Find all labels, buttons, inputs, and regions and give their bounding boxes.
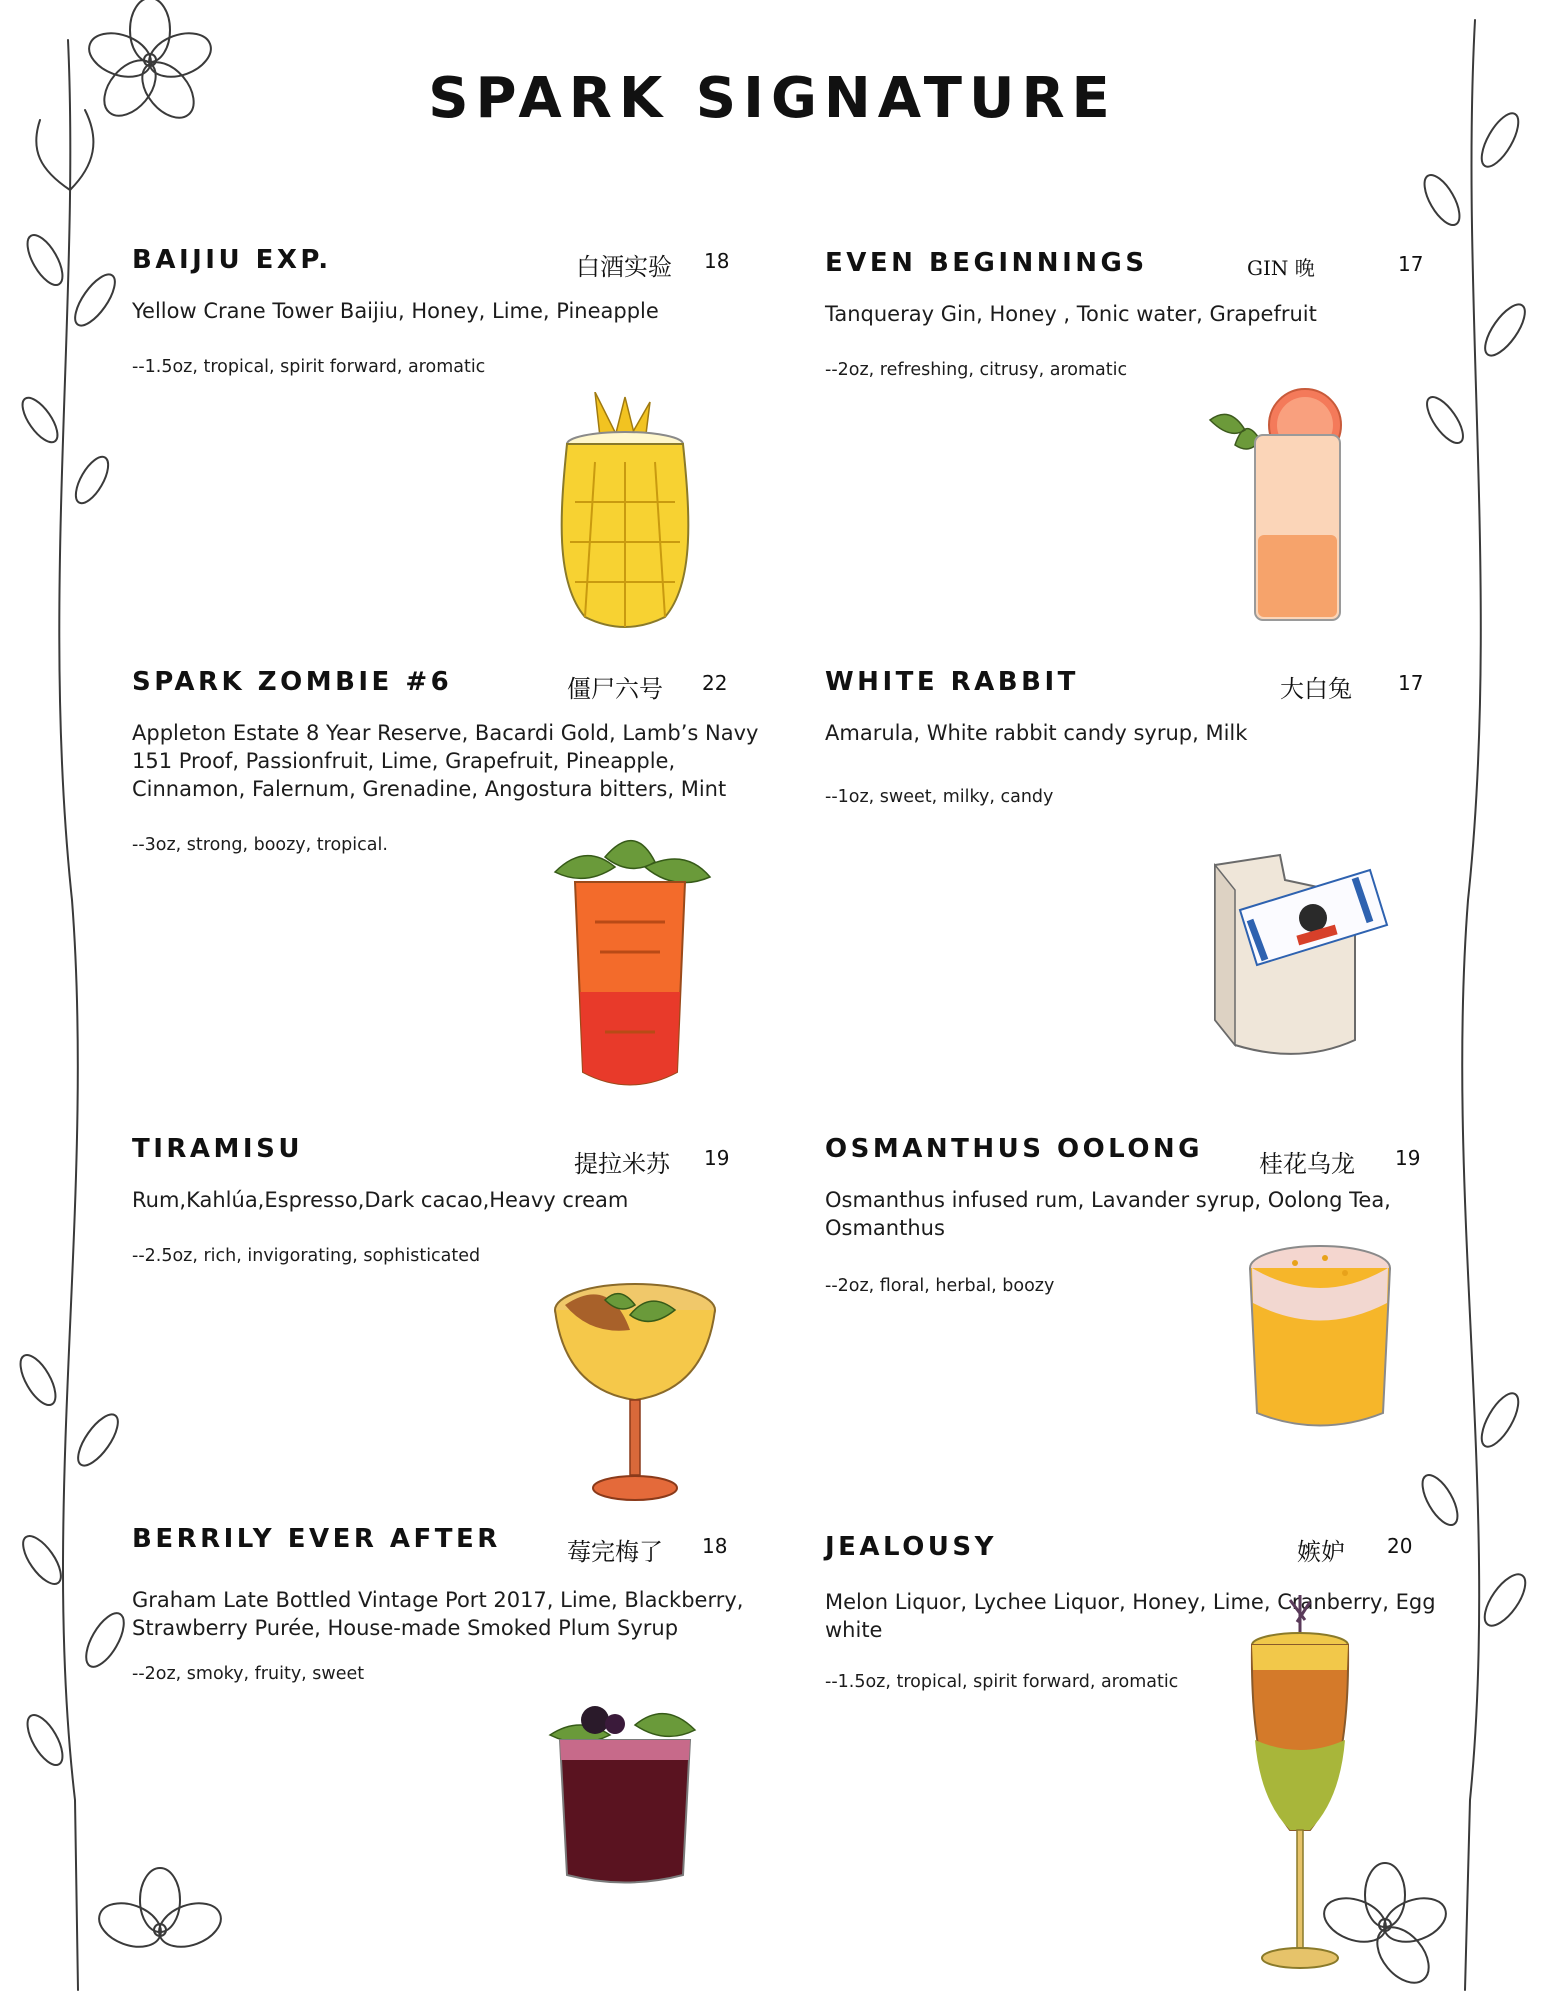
item-name: WHITE RABBIT	[825, 667, 1079, 697]
menu-title: SPARK SIGNATURE	[428, 66, 1117, 131]
rocks-glass-icon	[1245, 1238, 1395, 1438]
item-price: 17	[1398, 252, 1424, 276]
item-notes: --2oz, refreshing, citrusy, aromatic	[825, 360, 1128, 380]
pineapple-glass-icon	[555, 392, 695, 632]
item-notes: --2oz, floral, herbal, boozy	[825, 1276, 1055, 1296]
item-ingredients: Yellow Crane Tower Baijiu, Honey, Lime, Pineapple	[132, 299, 659, 323]
item-price: 19	[1395, 1146, 1421, 1170]
item-ingredients: Tanqueray Gin, Honey , Tonic water, Grapefruit	[825, 302, 1317, 326]
item-chinese-name: 提拉米苏	[574, 1150, 670, 1178]
item-name: JEALOUSY	[825, 1532, 997, 1562]
item-ingredients: Graham Late Bottled Vintage Port 2017, Lime, Blackberry, Strawberry Purée, House-made Smoked Plum Syrup	[132, 1588, 744, 1640]
item-ingredients: Rum,Kahlúa,Espresso,Dark cacao,Heavy cream	[132, 1188, 629, 1212]
item-chinese-name: 莓完梅了	[567, 1538, 663, 1566]
item-name: OSMANTHUS OOLONG	[825, 1134, 1204, 1164]
item-chinese-name: 大白兔	[1280, 675, 1352, 703]
item-price: 18	[704, 249, 730, 273]
item-ingredients: Appleton Estate 8 Year Reserve, Bacardi Gold, Lamb’s Navy 151 Proof, Passionfruit, Lime, Grapefruit, Pineapple, Cinnamon, Falernum, Grenadine, Angostura bitters, Mint	[132, 721, 759, 801]
item-notes: --2oz, smoky, fruity, sweet	[132, 1664, 365, 1684]
item-price: 18	[702, 1534, 728, 1558]
milk-carton-icon	[1205, 850, 1390, 1070]
item-chinese-name: 嫉妒	[1297, 1538, 1345, 1566]
item-ingredients: Osmanthus infused rum, Lavander syrup, Oolong Tea, Osmanthus	[825, 1188, 1391, 1240]
item-notes: --3oz, strong, boozy, tropical.	[132, 835, 388, 855]
tiki-glass-icon	[545, 822, 715, 1102]
highball-grapefruit-icon	[1205, 385, 1355, 625]
item-notes: --1oz, sweet, milky, candy	[825, 787, 1054, 807]
item-name: SPARK ZOMBIE #6	[132, 667, 453, 697]
item-chinese-name: 白酒实验	[576, 253, 672, 281]
item-notes: --1.5oz, tropical, spirit forward, aromatic	[132, 357, 486, 377]
item-name: BAIJIU EXP.	[132, 245, 332, 275]
item-notes: --1.5oz, tropical, spirit forward, aromatic	[825, 1672, 1179, 1692]
berry-rocks-glass-icon	[545, 1700, 705, 1890]
item-name: BERRILY EVER AFTER	[132, 1524, 501, 1554]
item-ingredients: Amarula, White rabbit candy syrup, Milk	[825, 721, 1248, 745]
item-chinese-name: 桂花乌龙	[1259, 1150, 1355, 1178]
champagne-flute-icon	[1245, 1590, 1355, 1990]
item-name: TIRAMISU	[132, 1134, 303, 1164]
item-notes: --2.5oz, rich, invigorating, sophisticated	[132, 1246, 481, 1266]
item-price: 17	[1398, 671, 1424, 695]
item-chinese-name: GIN 晚	[1247, 256, 1315, 280]
item-price: 22	[702, 671, 728, 695]
item-price: 19	[704, 1146, 730, 1170]
item-price: 20	[1387, 1534, 1413, 1558]
coupe-glass-icon	[550, 1270, 720, 1510]
item-ingredients: Melon Liquor, Lychee Liquor, Honey, Lime, Cranberry, Egg white	[825, 1590, 1436, 1642]
item-name: EVEN BEGINNINGS	[825, 248, 1148, 278]
item-chinese-name: 僵尸六号	[567, 675, 663, 703]
